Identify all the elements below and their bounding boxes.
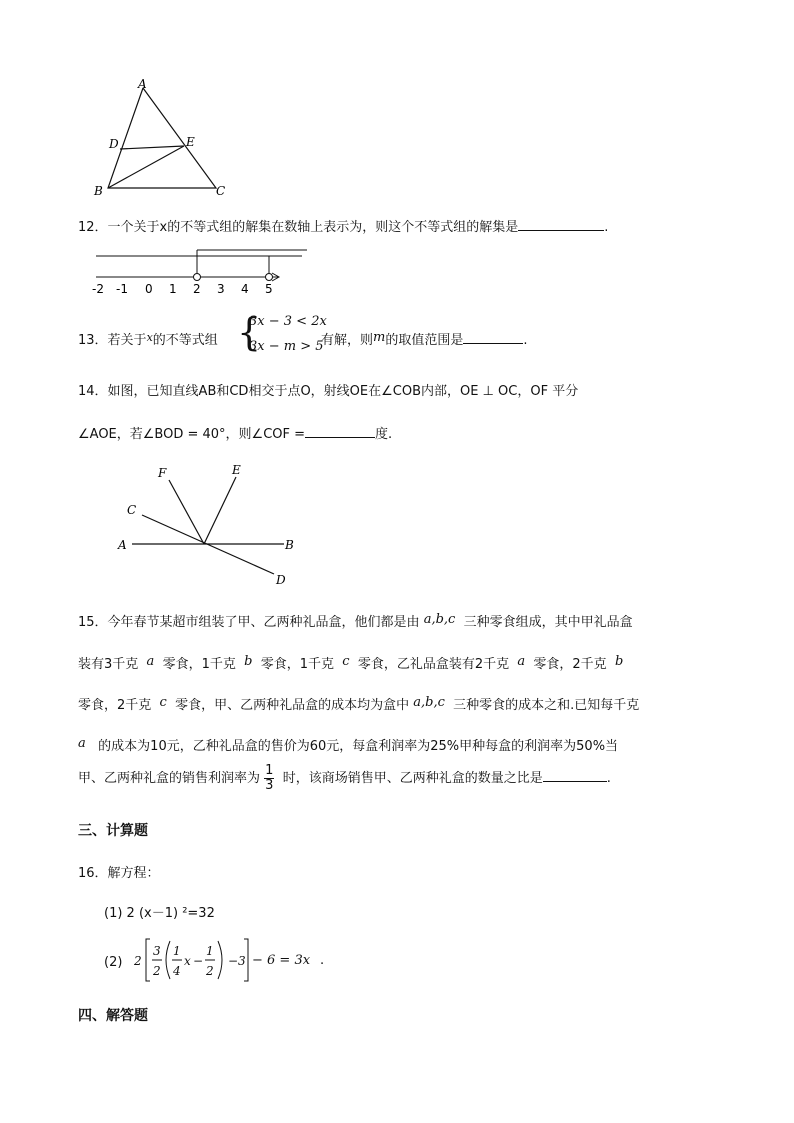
- answer-blank[interactable]: [543, 769, 607, 782]
- label-c: C: [127, 503, 137, 517]
- svg-text:−3: −3: [228, 954, 246, 968]
- inequality-2: 3x − m > 5: [249, 339, 324, 354]
- q16-part2-period: .: [320, 953, 325, 968]
- question-text: 一个关于x的不等式组的解集在数轴上表示为，则这个不等式组的解集是: [107, 220, 519, 235]
- question-text: 如图，已知直线AB和CD相交于点O，射线OE在∠COB内部，OE ⊥ OC，OF 平分: [107, 384, 579, 399]
- period: .: [606, 771, 611, 786]
- fraction-one-third: [264, 764, 274, 793]
- question-15-line3: [78, 694, 639, 713]
- text: 的取值范围是: [385, 333, 464, 348]
- var-c: c: [342, 654, 350, 669]
- question-text: ∠AOE，若∠BOD = 40°，则∠COF =: [78, 427, 306, 442]
- svg-text:−: −: [193, 954, 204, 968]
- section-title: 四、解答题: [78, 1008, 148, 1024]
- question-14-line2: [78, 423, 392, 442]
- label-b: B: [285, 538, 294, 552]
- question-number: 16．: [78, 866, 108, 881]
- text: 零食，1千克: [162, 657, 236, 672]
- question-13-tail: [321, 329, 528, 348]
- var-a: a: [78, 736, 86, 751]
- question-number: 12．: [78, 220, 108, 235]
- svg-text:4: 4: [173, 964, 181, 978]
- text: 零食，1千克: [260, 657, 334, 672]
- question-15-line2: [78, 653, 623, 672]
- var-b: b: [614, 654, 624, 669]
- var-m: m: [373, 330, 386, 345]
- tick-label: 2: [193, 282, 201, 296]
- var-a: a: [517, 654, 526, 669]
- segment-be: [108, 146, 184, 188]
- question-number: 14．: [78, 384, 108, 399]
- text: 装有3千克: [78, 657, 139, 672]
- angle-figure: [114, 462, 314, 592]
- svg-text:1: 1: [173, 944, 181, 958]
- text: 有解，则: [321, 333, 374, 348]
- question-text: 度.: [375, 427, 393, 442]
- answer-blank[interactable]: [518, 218, 604, 231]
- tick-label: 4: [241, 282, 249, 296]
- ray-oe: [204, 477, 236, 544]
- open-point-2: [194, 274, 201, 281]
- answer-blank[interactable]: [305, 425, 375, 438]
- number-line: [92, 246, 312, 296]
- segment-de: [120, 146, 184, 149]
- question-15-line5: [78, 764, 611, 793]
- answer-blank[interactable]: [463, 331, 523, 344]
- question-15-line1: [78, 611, 633, 630]
- vars-abc: a,b,c: [423, 612, 456, 627]
- inequality-1: 3x − 3 < 2x: [249, 314, 327, 329]
- label-b: B: [94, 184, 103, 198]
- triangle-outline: [108, 88, 216, 188]
- tick-label: -2: [92, 282, 104, 296]
- tick-label: 3: [217, 282, 225, 296]
- brace-icon: {: [237, 310, 262, 354]
- label-a: A: [118, 538, 127, 552]
- question-12: [78, 216, 608, 235]
- q16-part2-rhs: − 6 = 3x: [252, 953, 311, 968]
- svg-text:2: 2: [134, 954, 142, 968]
- question-number: 13．: [78, 333, 108, 348]
- text: 若关于: [107, 333, 147, 348]
- question-15-line4: [78, 735, 618, 754]
- label-d: D: [109, 137, 119, 151]
- label-c: C: [216, 184, 226, 198]
- question-14-line1: [78, 380, 578, 399]
- svg-text:3: 3: [153, 944, 161, 958]
- text: 的不等式组: [152, 333, 218, 348]
- q16-part2-label: (2): [104, 955, 123, 970]
- tick-label: 5: [265, 282, 273, 296]
- var-b: b: [244, 654, 253, 669]
- question-13: [78, 329, 218, 348]
- svg-text:2: 2: [153, 964, 161, 978]
- tick-label: 0: [145, 282, 153, 296]
- tick-label: -1: [116, 282, 128, 296]
- text: 零食，2千克: [78, 698, 152, 713]
- label-a: A: [138, 78, 147, 91]
- period: .: [604, 220, 609, 235]
- text: 甲、乙两种礼盒的销售利润率为: [78, 771, 261, 786]
- label-e: E: [232, 463, 241, 477]
- numerator: 1: [265, 763, 274, 778]
- svg-text:1: 1: [206, 944, 214, 958]
- q16-part1: (1) 2 (x－1) ²=32: [104, 906, 215, 921]
- question-16: [78, 862, 160, 881]
- text: 今年春节某超市组装了甲、乙两种礼品盒，他们都是由: [107, 615, 420, 630]
- label-d: D: [276, 573, 286, 587]
- text: 零食，甲、乙两种礼品盒的成本均为盒中: [175, 698, 410, 713]
- var-c: c: [159, 695, 167, 710]
- text: 三种零食的成本之和.已知每千克: [453, 698, 640, 713]
- question-number: 15．: [78, 615, 108, 630]
- question-text: 解方程：: [107, 866, 160, 881]
- text: 零食，2千克: [533, 657, 607, 672]
- period: .: [523, 333, 528, 348]
- svg-text:2: 2: [206, 964, 214, 978]
- label-f: F: [158, 466, 167, 480]
- label-e: E: [186, 135, 195, 149]
- tick-label: 1: [169, 282, 177, 296]
- denominator: 3: [265, 778, 274, 793]
- text: 的成本为10元，乙种礼品盒的售价为60元，每盒利润率为25%甲种每盒的利润率为50%当: [98, 739, 619, 754]
- text: 零食，乙礼品盒装有2千克: [357, 657, 510, 672]
- var-x: x: [146, 331, 153, 344]
- open-point-5: [266, 274, 273, 281]
- text: 三种零食组成，其中甲礼品盒: [463, 615, 633, 630]
- var-a: a: [146, 654, 155, 669]
- triangle-figure: [88, 78, 238, 198]
- section-title: 三、计算题: [78, 823, 148, 839]
- text: 时，该商场销售甲、乙两种礼盒的数量之比是: [282, 771, 543, 786]
- svg-text:x: x: [184, 954, 191, 968]
- vars-abc: a,b,c: [413, 695, 445, 710]
